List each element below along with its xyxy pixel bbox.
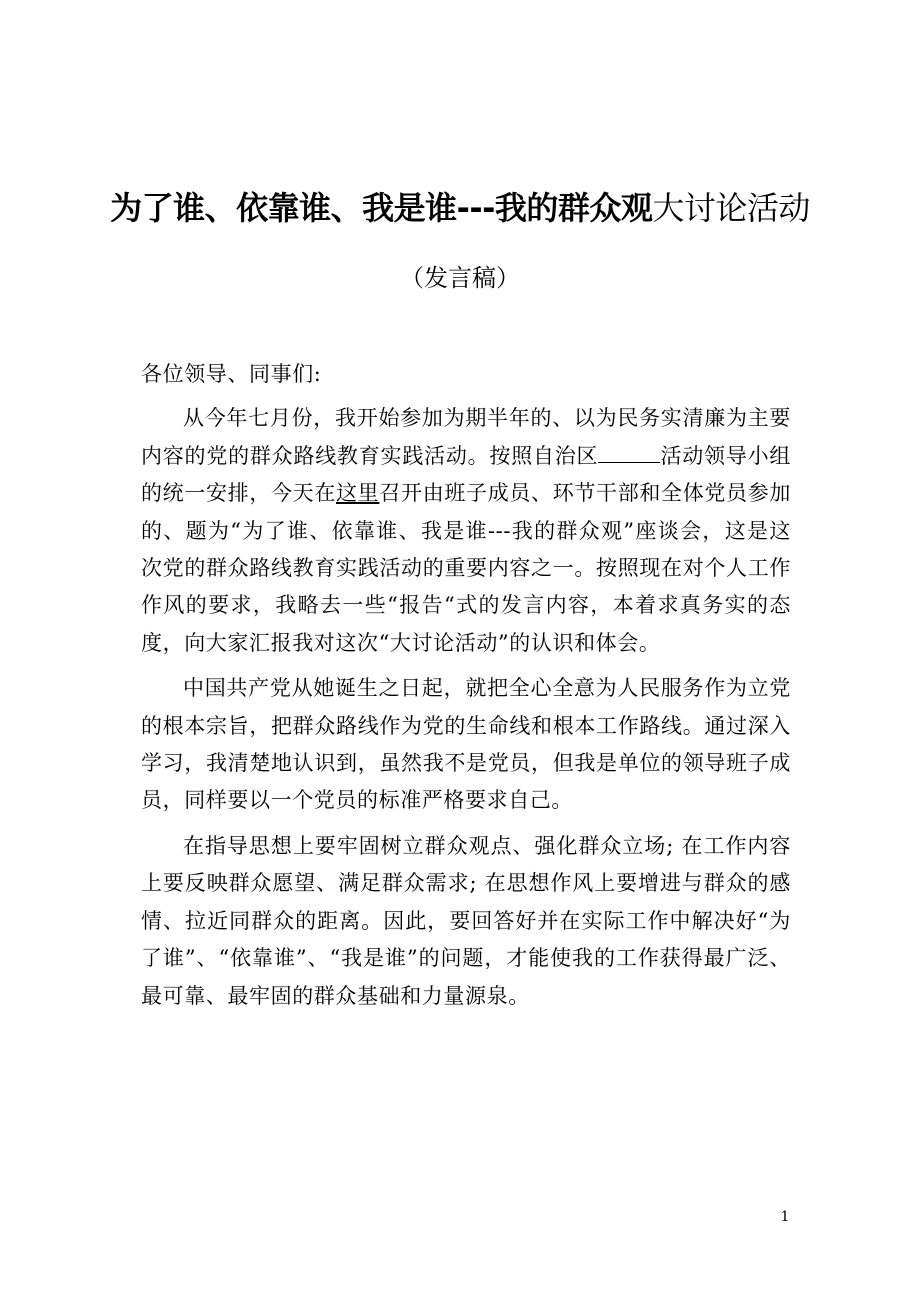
document-body	[141, 356, 791, 1023]
document-title	[0, 186, 920, 230]
page-number: 1	[780, 1209, 790, 1225]
paragraph-1-part-a: 从今年七月份，我开始参加为期半年的、以为民务实清廉为主要内容的党的群众路线教育实践活动。按照自治区	[141, 406, 791, 468]
paragraph-2: 中国共产党从她诞生之日起，就把全心全意为人民服务作为立党的根本宗旨，把群众路线作为党的生命线和根本工作路线。通过深入学习，我清楚地认识到，虽然我不是党员，但我是单位的领导班子成员，同样要以一个党员的标准严格要求自己。	[141, 676, 791, 813]
fill-in-blank	[598, 444, 660, 463]
paragraph-3: 在指导思想上要牢固树立群众观点、强化群众立场; 在工作内容上要反映群众愿望、满足群众需求; 在思想作风上要增进与群众的感情、拉近同群众的距离。因此，要回答好并在实际工作中解决好“为了谁”、“依靠谁”、“我是谁”的问题，才能使我的工作获得最广泛、最可靠、最牢固的群众基础和力量源泉。	[141, 833, 791, 1008]
paragraph-1-part-b: 活动领导小组的统一安排，今天在	[141, 443, 791, 506]
document-subtitle: （发言稿）	[400, 264, 520, 292]
paragraph-1	[141, 400, 791, 662]
paragraph-1-part-d: 召开由班子成员、环节干部和全体党员参加的、题为“为了谁、依靠谁、我是谁---我的群众观”座谈会，这是这次党的群众路线教育实践活动的重要内容之一。按照现在对个人工作作风的要求，我略去一些“报告“式的发言内容，本着求真务实的态度，向大家汇报我对这次“大讨论活动”的认识和体会。	[141, 481, 791, 655]
underlined-text: 这里	[336, 481, 380, 506]
title-normal-part: 大讨论活动	[652, 189, 810, 227]
title-bold-part: 为了谁、依靠谁、我是谁---我的群众观	[110, 189, 653, 227]
greeting: 各位领导、同事们:	[141, 362, 322, 386]
